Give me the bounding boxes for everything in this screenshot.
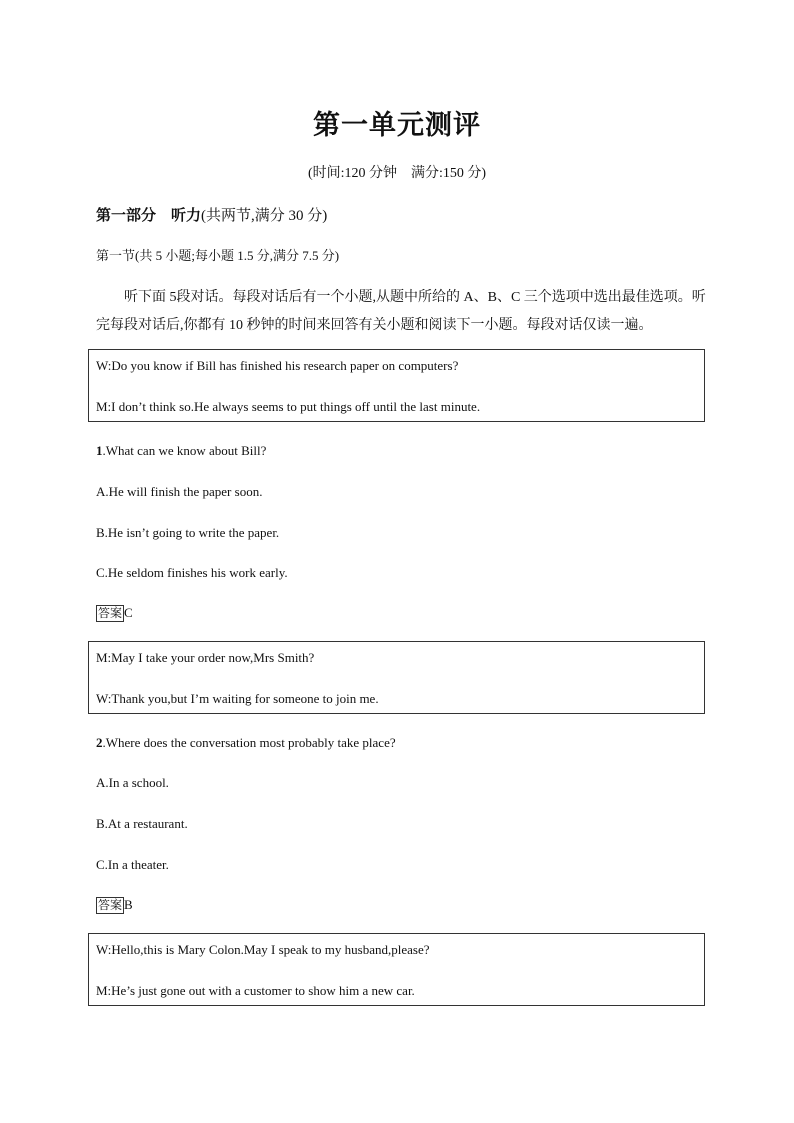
dialogue-line: M:May I take your order now,Mrs Smith? xyxy=(96,650,315,665)
option-b: B.At a restaurant. xyxy=(96,816,188,831)
part-heading xyxy=(96,204,327,225)
part-label: 第一部分 听力 xyxy=(96,208,202,224)
page-title: 第一单元测评 xyxy=(313,110,481,140)
option-a: A.He will finish the paper soon. xyxy=(96,484,263,499)
dialogue-line: M:He’s just gone out with a customer to show him a new car. xyxy=(96,983,415,998)
dialogue-line: W:Thank you,but I’m waiting for someone to join me. xyxy=(96,691,379,706)
dialogue-line: W:Do you know if Bill has finished his research paper on computers? xyxy=(96,358,459,373)
dialogue-box-3 xyxy=(88,933,705,1006)
dialogue-line: W:Hello,this is Mary Colon.May I speak to my husband,please? xyxy=(96,942,430,957)
exam-time-score: (时间:120 分钟 满分:150 分) xyxy=(307,166,487,181)
option-c: C.He seldom finishes his work early. xyxy=(96,565,288,580)
dialogue-box-1 xyxy=(88,349,705,422)
answer-label: 答案 xyxy=(98,898,123,912)
option-a: A.In a school. xyxy=(96,775,169,790)
question-text: .Where does the conversation most probably take place? xyxy=(102,735,396,750)
part-detail: (共两节,满分 30 分) xyxy=(201,208,328,224)
answer-value: B xyxy=(124,897,133,912)
answer-2 xyxy=(96,897,133,914)
option-b: B.He isn’t going to write the paper. xyxy=(96,525,280,540)
question-number: 2 xyxy=(96,735,103,750)
answer-label: 答案 xyxy=(98,606,123,620)
question-1 xyxy=(96,443,266,459)
answer-value: C xyxy=(124,605,133,620)
section-heading: 第一节(共 5 小题;每小题 1.5 分,满分 7.5 分) xyxy=(96,248,340,263)
instructions: 听下面 5段对话。每段对话后有一个小题,从题中所给的 A、B、C 三个选项中选出最佳选项。听完每段对话后,你都有 10 秒钟的时间来回答有关小题和阅读下一小题。每段对话仅读一遍。 xyxy=(96,290,706,333)
option-c: C.In a theater. xyxy=(96,857,169,872)
question-text: .What can we know about Bill? xyxy=(102,443,267,458)
answer-1 xyxy=(96,605,133,622)
dialogue-line: M:I don’t think so.He always seems to put things off until the last minute. xyxy=(96,399,481,414)
question-number: 1 xyxy=(96,443,103,458)
question-2 xyxy=(96,735,396,751)
dialogue-box-2 xyxy=(88,641,705,714)
